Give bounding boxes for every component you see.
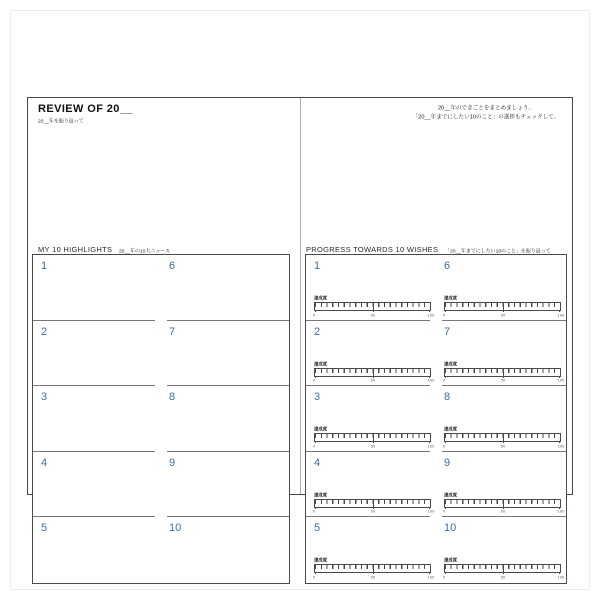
intro-note-line-2: 「20__年までにしたい10のこと」の進捗もチェックして。 (412, 112, 560, 120)
ruler-scale-mid: 50 (500, 378, 505, 383)
wish-progress-cell (436, 386, 566, 452)
progress-ruler (444, 368, 561, 377)
highlight-number: 3 (41, 391, 48, 404)
wish-number: 3 (314, 391, 321, 404)
wishes-section-label: PROGRESS TOWARDS 10 WISHES (306, 245, 439, 254)
wish-number: 9 (444, 456, 451, 469)
wish-number: 1 (314, 260, 321, 272)
ruler-scale-mid: 50 (370, 574, 375, 580)
intro-note-jp (390, 104, 582, 121)
ruler-scale-max: 100 (427, 378, 435, 383)
ruler-zero-stub (315, 441, 316, 443)
ruler-end-stub (429, 310, 430, 312)
ruler-scale-mid: 50 (370, 509, 375, 514)
highlight-number: 10 (169, 522, 182, 535)
wish-number: 10 (444, 522, 457, 535)
progress-ruler (444, 499, 561, 508)
highlight-entry-cell (33, 255, 161, 321)
ruler-mid-tick (503, 303, 504, 310)
right-page (301, 98, 572, 580)
page-title-subtitle-jp: 20__年を振り返って (38, 118, 84, 124)
ruler-zero-stub (445, 441, 446, 443)
ruler-scale-mid: 50 (500, 509, 505, 514)
highlight-entry-cell (161, 386, 289, 452)
wish-progress-cell (436, 452, 566, 518)
ruler-scale-mid: 50 (500, 443, 505, 449)
ruler-zero-stub (445, 310, 446, 312)
ruler-scale-max: 100 (427, 574, 435, 580)
wish-number: 5 (314, 522, 321, 535)
highlight-number: 7 (169, 325, 176, 338)
ruler-scale-max: 100 (557, 574, 565, 580)
progress-ruler (314, 368, 431, 377)
ruler-mid-tick (373, 500, 374, 507)
ruler-mid-tick (373, 434, 374, 441)
highlight-entry-cell (161, 255, 289, 321)
highlight-entry-cell (33, 452, 161, 518)
ruler-scale-min: 0 (442, 509, 446, 514)
ruler-mid-stub (503, 441, 504, 443)
highlights-section-header (38, 241, 212, 254)
highlight-number: 8 (169, 391, 176, 404)
ruler-mid-stub (503, 310, 504, 312)
ruler-scale-min: 0 (312, 574, 316, 580)
ruler-scale-max: 100 (427, 509, 435, 514)
ruler-mid-tick (503, 434, 504, 441)
ruler-scale-max: 100 (557, 378, 565, 383)
ruler-mid-tick (373, 303, 374, 310)
ruler-scale-mid: 50 (370, 378, 375, 383)
ruler-scale-max: 100 (427, 443, 435, 449)
ruler-scale-max: 100 (557, 312, 565, 317)
wishes-grid (305, 254, 567, 584)
ruler-mid-tick (373, 369, 374, 376)
progress-ruler (314, 564, 431, 573)
ruler-scale-min: 0 (442, 443, 446, 449)
achievement-label-jp: 達成度 (444, 361, 458, 367)
ruler-mid-tick (503, 565, 504, 572)
ruler-mid-stub (373, 441, 374, 443)
ruler-scale-mid: 50 (370, 312, 375, 317)
ruler-scale-min: 0 (312, 509, 316, 514)
wish-number: 7 (444, 325, 451, 338)
ruler-scale-mid: 50 (500, 574, 505, 580)
highlight-entry-cell (33, 321, 161, 387)
wish-progress-cell (436, 255, 566, 321)
ruler-scale-min: 0 (312, 378, 316, 383)
highlights-grid (32, 254, 290, 584)
progress-ruler (314, 302, 431, 311)
left-page (28, 98, 300, 535)
wish-number: 2 (314, 325, 321, 338)
achievement-label-jp: 達成度 (314, 361, 328, 367)
ruler-scale-min: 0 (312, 312, 316, 317)
highlight-entry-cell (161, 517, 289, 583)
ruler-scale-mid: 50 (370, 443, 375, 449)
ruler-mid-tick (503, 369, 504, 376)
progress-ruler (314, 499, 431, 508)
wish-number: 4 (314, 456, 321, 469)
ruler-scale-max: 100 (427, 312, 435, 317)
highlight-entry-cell (161, 321, 289, 387)
ruler-scale-max: 100 (557, 509, 565, 514)
wishes-section-header (306, 241, 600, 254)
achievement-label-jp: 達成度 (444, 492, 458, 498)
achievement-label-jp: 達成度 (314, 426, 328, 432)
highlight-entry-cell (33, 517, 161, 583)
ruler-end-stub (559, 441, 560, 443)
achievement-label-jp: 達成度 (444, 557, 458, 563)
ruler-zero-stub (315, 310, 316, 312)
wish-progress-cell (436, 517, 566, 583)
progress-ruler (314, 433, 431, 442)
ruler-scale-min: 0 (442, 378, 446, 383)
ruler-scale-mid: 50 (500, 312, 505, 317)
achievement-label-jp: 達成度 (444, 426, 458, 432)
intro-note-line-1: 20__年のできごとをまとめましょう。 (437, 104, 535, 111)
ruler-mid-tick (503, 500, 504, 507)
progress-ruler (444, 302, 561, 311)
wishes-section-subtitle-jp: 「20__年までにしたい10のこと」を振り返って (445, 247, 551, 254)
ruler-scale-min: 0 (442, 312, 446, 317)
highlight-number: 4 (41, 456, 48, 469)
highlight-number: 5 (41, 522, 48, 535)
page-title: REVIEW OF 20__ (38, 103, 133, 115)
highlight-entry-cell (33, 386, 161, 452)
highlight-entry-cell (161, 452, 289, 518)
wish-progress-cell (306, 517, 436, 583)
ruler-mid-stub (373, 310, 374, 312)
wish-number: 6 (444, 260, 451, 272)
highlights-section-label: MY 10 HIGHLIGHTS (38, 245, 113, 254)
ruler-mid-tick (373, 565, 374, 572)
wish-progress-cell (436, 321, 566, 387)
ruler-end-stub (429, 441, 430, 443)
highlight-number: 6 (169, 260, 176, 272)
achievement-label-jp: 達成度 (314, 295, 328, 301)
wish-progress-cell (306, 386, 436, 452)
highlight-number: 9 (169, 456, 176, 469)
wish-progress-cell (306, 452, 436, 518)
ruler-scale-min: 0 (442, 574, 446, 580)
progress-ruler (444, 433, 561, 442)
achievement-label-jp: 達成度 (314, 557, 328, 563)
highlight-number: 1 (41, 260, 48, 272)
progress-ruler (444, 564, 561, 573)
highlights-section-subtitle-jp: 20__年の10大ニュース (119, 247, 171, 254)
highlight-number: 2 (41, 325, 48, 338)
wish-progress-cell (306, 321, 436, 387)
achievement-label-jp: 達成度 (444, 295, 458, 301)
achievement-label-jp: 達成度 (314, 492, 328, 498)
ruler-scale-max: 100 (557, 443, 565, 449)
planner-spread (27, 97, 573, 580)
wish-progress-cell (306, 255, 436, 321)
wish-number: 8 (444, 391, 451, 404)
ruler-end-stub (559, 310, 560, 312)
ruler-scale-min: 0 (312, 443, 316, 449)
